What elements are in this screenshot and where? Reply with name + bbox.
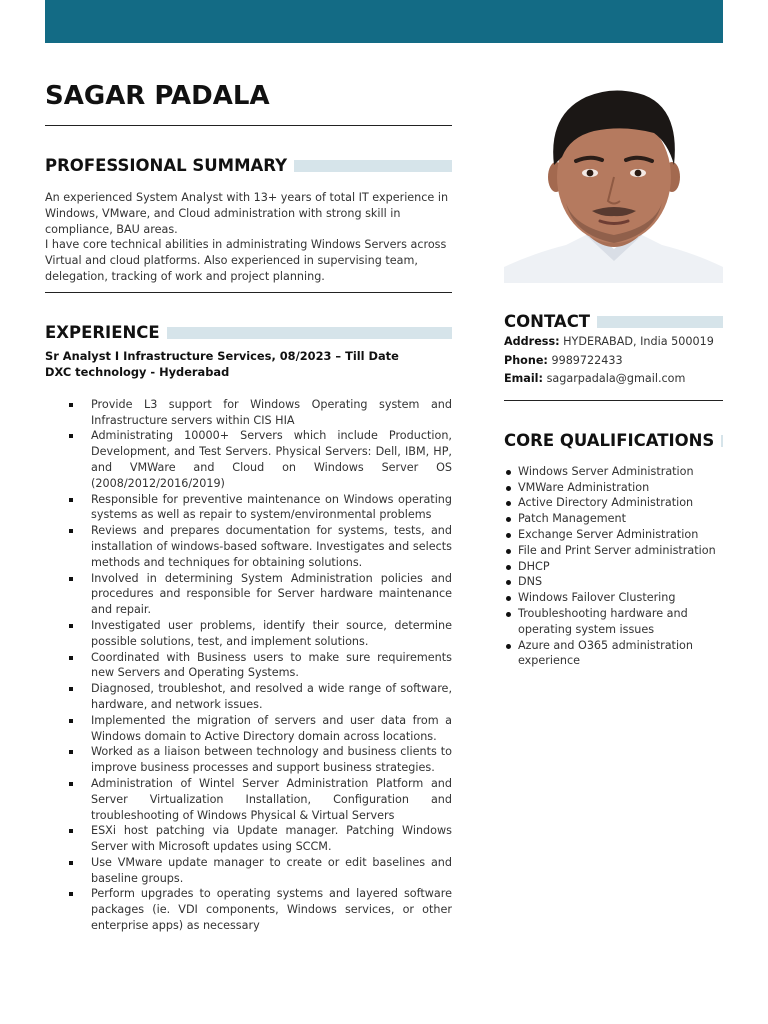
qualification-item: Active Directory Administration	[504, 495, 723, 511]
job-company: DXC technology - Hyderabad	[45, 364, 230, 379]
experience-bullet: Provide L3 support for Windows Operating system and Infrastructure servers within CIS HIA	[45, 397, 452, 429]
experience-bullet: Use VMware update manager to create or edit baselines and baseline groups.	[45, 855, 452, 887]
candidate-name: SAGAR PADALA	[45, 81, 270, 111]
experience-bullet: Involved in determining System Administration policies and procedures and responsible for Server hardware maintenance and repair.	[45, 571, 452, 618]
summary-heading	[45, 156, 452, 176]
experience-bullet: Investigated user problems, identify their source, determine possible solutions, test, and implement solutions.	[45, 618, 452, 650]
contact-address	[504, 333, 723, 352]
address-label: Address:	[504, 335, 560, 348]
experience-bullet: Implemented the migration of servers and user data from a Windows domain to Active Directory domain across locations.	[45, 713, 452, 745]
profile-photo-image	[504, 85, 723, 283]
qualification-item: File and Print Server administration	[504, 543, 723, 559]
qualifications-list	[504, 464, 723, 669]
summary-title: PROFESSIONAL SUMMARY	[45, 156, 288, 175]
experience-title: EXPERIENCE	[45, 322, 160, 342]
section-bar	[294, 160, 452, 172]
qualification-item: Troubleshooting hardware and operating system issues	[504, 606, 723, 638]
qualification-item: Windows Failover Clustering	[504, 590, 723, 606]
job-title	[45, 348, 452, 364]
header-band	[45, 0, 723, 43]
profile-photo	[504, 85, 723, 283]
qualifications-title: CORE QUALIFICATIONS	[504, 430, 715, 450]
qualification-item: DHCP	[504, 559, 723, 575]
side-column	[504, 85, 723, 669]
address-value: HYDERABAD, India 500019	[563, 335, 714, 348]
phone-value: 9989722433	[551, 353, 623, 367]
email-value[interactable]: sagarpadala@gmail.com	[546, 372, 686, 386]
job-role: Sr Analyst I Infrastructure Services	[45, 348, 272, 363]
divider	[504, 400, 723, 401]
divider	[45, 292, 452, 293]
experience-list	[45, 397, 452, 934]
qualification-item: DNS	[504, 574, 723, 590]
contact-email	[504, 370, 723, 389]
experience-bullet: Administration of Wintel Server Administration Platform and Server Virtualization Installation, Configuration and troubleshooting of Windows Physical & Virtual Servers	[45, 776, 452, 823]
experience-bullet: Administrating 10000+ Servers which include Production, Development, and Test Servers. Physical Servers: Dell, IBM, HP, and VMWare and Cloud on Windows Server OS (2008/2012/2016/2019)	[45, 428, 452, 491]
experience-bullet: Diagnosed, troubleshot, and resolved a wide range of software, hardware, and network issues.	[45, 681, 452, 713]
contact-heading	[504, 312, 723, 332]
main-column	[45, 80, 452, 934]
qualification-item: VMWare Administration	[504, 480, 723, 496]
qualifications-heading	[504, 431, 723, 451]
summary-paragraph-2: I have core technical abilities in administrating Windows Servers across Virtual and cloud platforms. Also experienced in supervising team, delegation, tracking of work and project planning.	[45, 238, 447, 283]
section-bar	[721, 435, 723, 447]
qualification-item: Azure and O365 administration experience	[504, 638, 723, 670]
experience-heading	[45, 323, 452, 343]
section-bar	[597, 316, 723, 328]
experience-bullet: Responsible for preventive maintenance on Windows operating systems as well as repair to system/environmental problems	[45, 492, 452, 524]
divider	[45, 125, 452, 126]
contact-title: CONTACT	[504, 312, 591, 331]
experience-bullet: Coordinated with Business users to make sure requirements new Servers and Operating Systems.	[45, 650, 452, 682]
qualification-item: Windows Server Administration	[504, 464, 723, 480]
job-dates: , 08/2023 – Till Date	[271, 348, 399, 363]
experience-bullet: ESXi host patching via Update manager. Patching Windows Server with Microsoft updates using SCCM.	[45, 823, 452, 855]
qualification-item: Exchange Server Administration	[504, 527, 723, 543]
phone-label: Phone:	[504, 353, 548, 367]
experience-bullet: Reviews and prepares documentation for systems, tests, and installation of windows-based software. Investigates and selects methods and techniques for obtaining solutions.	[45, 523, 452, 570]
section-bar	[167, 327, 452, 339]
summary-paragraph-1: An experienced System Analyst with 13+ years of total IT experience in Windows, VMware, and Cloud administration with strong skill in compliance, BAU areas.	[45, 191, 449, 236]
qualification-item: Patch Management	[504, 511, 723, 527]
experience-bullet: Worked as a liaison between technology and business clients to improve business processes and support business strategies.	[45, 744, 452, 776]
experience-bullet: Perform upgrades to operating systems and layered software packages (ie. VDI components, Windows services, or other enterprise apps) as necessary	[45, 886, 452, 933]
contact-phone	[504, 352, 723, 371]
email-label: Email:	[504, 372, 543, 386]
